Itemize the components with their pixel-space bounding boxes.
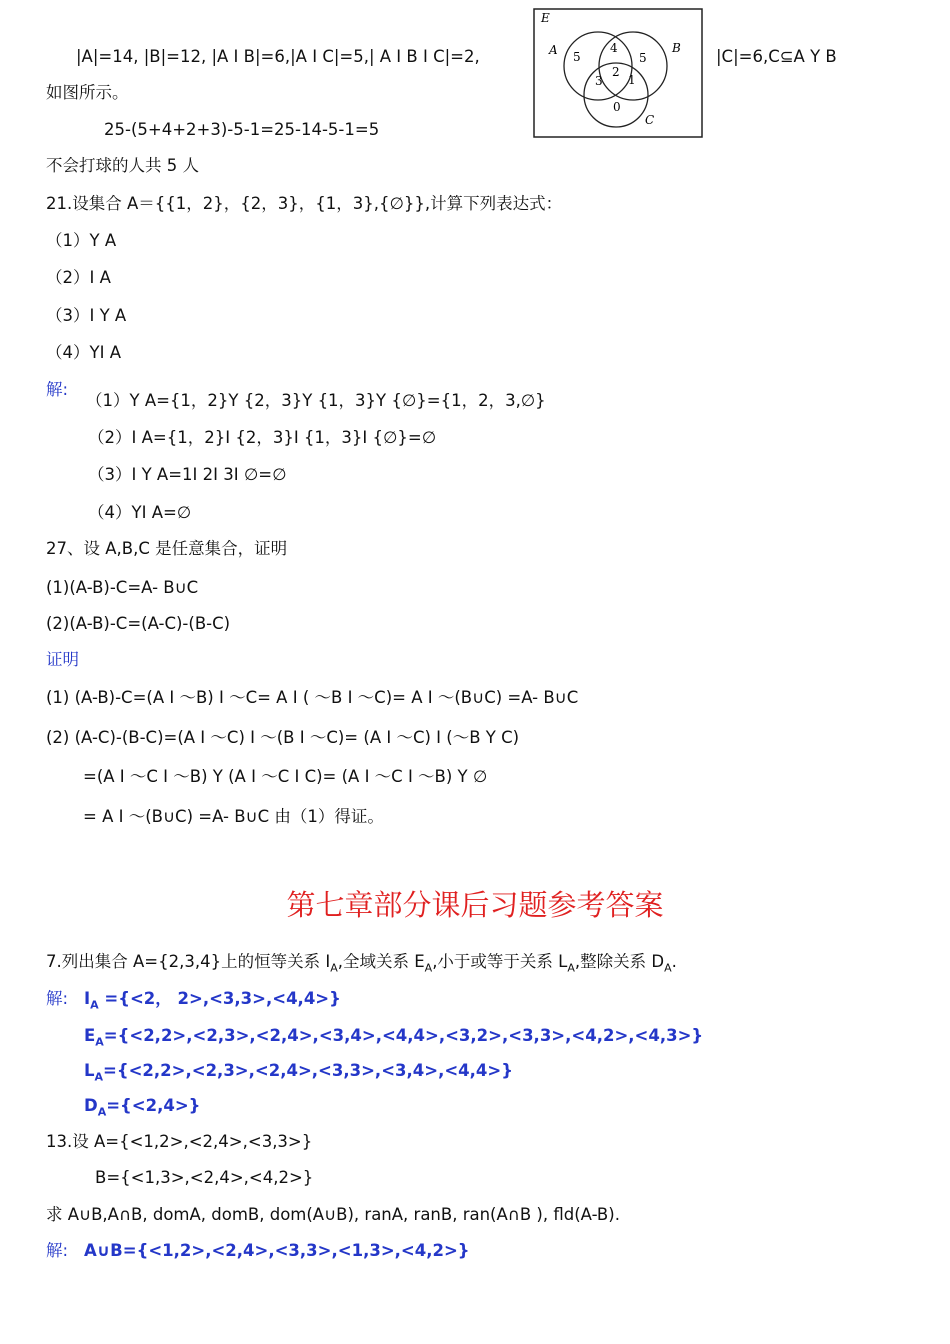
solution-label: 解:	[46, 989, 69, 1008]
text-line: = A I ～(B∪C) =A- B∪C 由（1）得证。	[83, 807, 384, 826]
venn-value-ab: 4	[610, 41, 618, 55]
venn-value-c-only: 0	[613, 100, 621, 114]
solution-label: 解:	[46, 1241, 69, 1260]
text-line: 13.设 A={<1,2>,<2,4>,<3,3>}	[46, 1132, 313, 1151]
text-line: |A|=14, |B|=12, |A I B|=6,|A I C|=5,| A I B I C|=2,	[76, 47, 480, 66]
venn-value-ac: 3	[595, 74, 603, 88]
venn-value-bc: 1	[628, 73, 636, 87]
text-line: （4）YI A	[46, 343, 121, 362]
text-line: |C|=6,C⊆A Y B	[716, 47, 837, 66]
text-line: 不会打球的人共 5 人	[46, 156, 199, 175]
venn-label-a: A	[549, 43, 558, 57]
venn-label-c: C	[645, 113, 655, 127]
text-line: （1）Y A={1，2}Y {2，3}Y {1，3}Y {∅}={1，2，3,∅}	[86, 391, 546, 410]
text-line: $I_A =\{<2$， 2>,<3,3>,<4,4>}	[84, 989, 341, 1012]
venn-value-abc: 2	[612, 65, 620, 79]
text-line: 21.设集合 A＝{{1，2}，{2，3}，{1，3},{∅}},计算下列表达式：	[46, 194, 563, 213]
venn-label-b: B	[672, 41, 681, 55]
text-line: =(A I ～C I ～B) Y (A I ～C I C)= (A I ～C I ～B) Y ∅	[83, 767, 488, 786]
text-line: A∪B={<1,2>,<2,4>,<3,3>,<1,3>,<4,2>}	[84, 1241, 470, 1260]
text-line: (1) (A-B)-C=(A I ～B) I ～C= A I ( ～B I ～C)= A I ～(B∪C) =A- B∪C	[46, 688, 579, 707]
text-line: （3）I Y A=1I 2I 3I ∅=∅	[88, 465, 287, 484]
text-line: 25-(5+4+2+3)-5-1=25-14-5-1=5	[104, 120, 380, 139]
venn-diagram	[533, 8, 703, 138]
text-line: $E_A=\{<2,2>,<2,3>,<2,4>,<3,4>,<4,4>,<3,2>,<3,3>,<4,2>,<4,3>\}$	[84, 1026, 704, 1049]
text-line: 求 A∪B,A∩B, domA, domB, dom(A∪B), ranA, ranB, ran(A∩B ), fld(A-B).	[46, 1205, 620, 1224]
text-line: (2)(A-B)-C=(A-C)-(B-C)	[46, 614, 231, 633]
text-line: 如图所示。	[46, 83, 129, 102]
text-line: $D_A=\{<2,4>\}$	[84, 1096, 201, 1119]
solution-label: 解:	[46, 380, 69, 399]
text-line: （3）I Y A	[46, 306, 127, 325]
text-line: 27、设 A,B,C 是任意集合，证明	[46, 539, 288, 558]
text-line: 7.列出集合 A={2,3,4}上的恒等关系 $I_A$,全域关系 $E_A$,小于或等于关系 $L_A$,整除关系 $D_A$.	[46, 952, 677, 975]
text-line: B={<1,3>,<2,4>,<4,2>}	[95, 1168, 314, 1187]
venn-value-b-only: 5	[639, 51, 647, 65]
venn-value-a-only: 5	[573, 50, 581, 64]
text-line: （2）I A	[46, 268, 111, 287]
text-line: （2）I A={1，2}I {2，3}I {1，3}I {∅}=∅	[88, 428, 437, 447]
venn-circle-a	[564, 32, 632, 100]
text-line: (2) (A-C)-(B-C)=(A I ～C) I ～(B I ～C)= (A I ～C) I (～B Y C)	[46, 728, 520, 747]
proof-label: 证明	[46, 650, 79, 669]
text-line: (1)(A-B)-C=A- B∪C	[46, 578, 199, 597]
text-line: （4）YI A=∅	[88, 503, 192, 522]
text-line: （1）Y A	[46, 231, 117, 250]
chapter-title: 第七章部分课后习题参考答案	[286, 888, 664, 922]
venn-label-e: E	[541, 11, 550, 25]
text-line: $L_A=\{<2,2>,<2,3>,<2,4>,<3,3>,<3,4>,<4,4>\}$	[84, 1061, 513, 1084]
